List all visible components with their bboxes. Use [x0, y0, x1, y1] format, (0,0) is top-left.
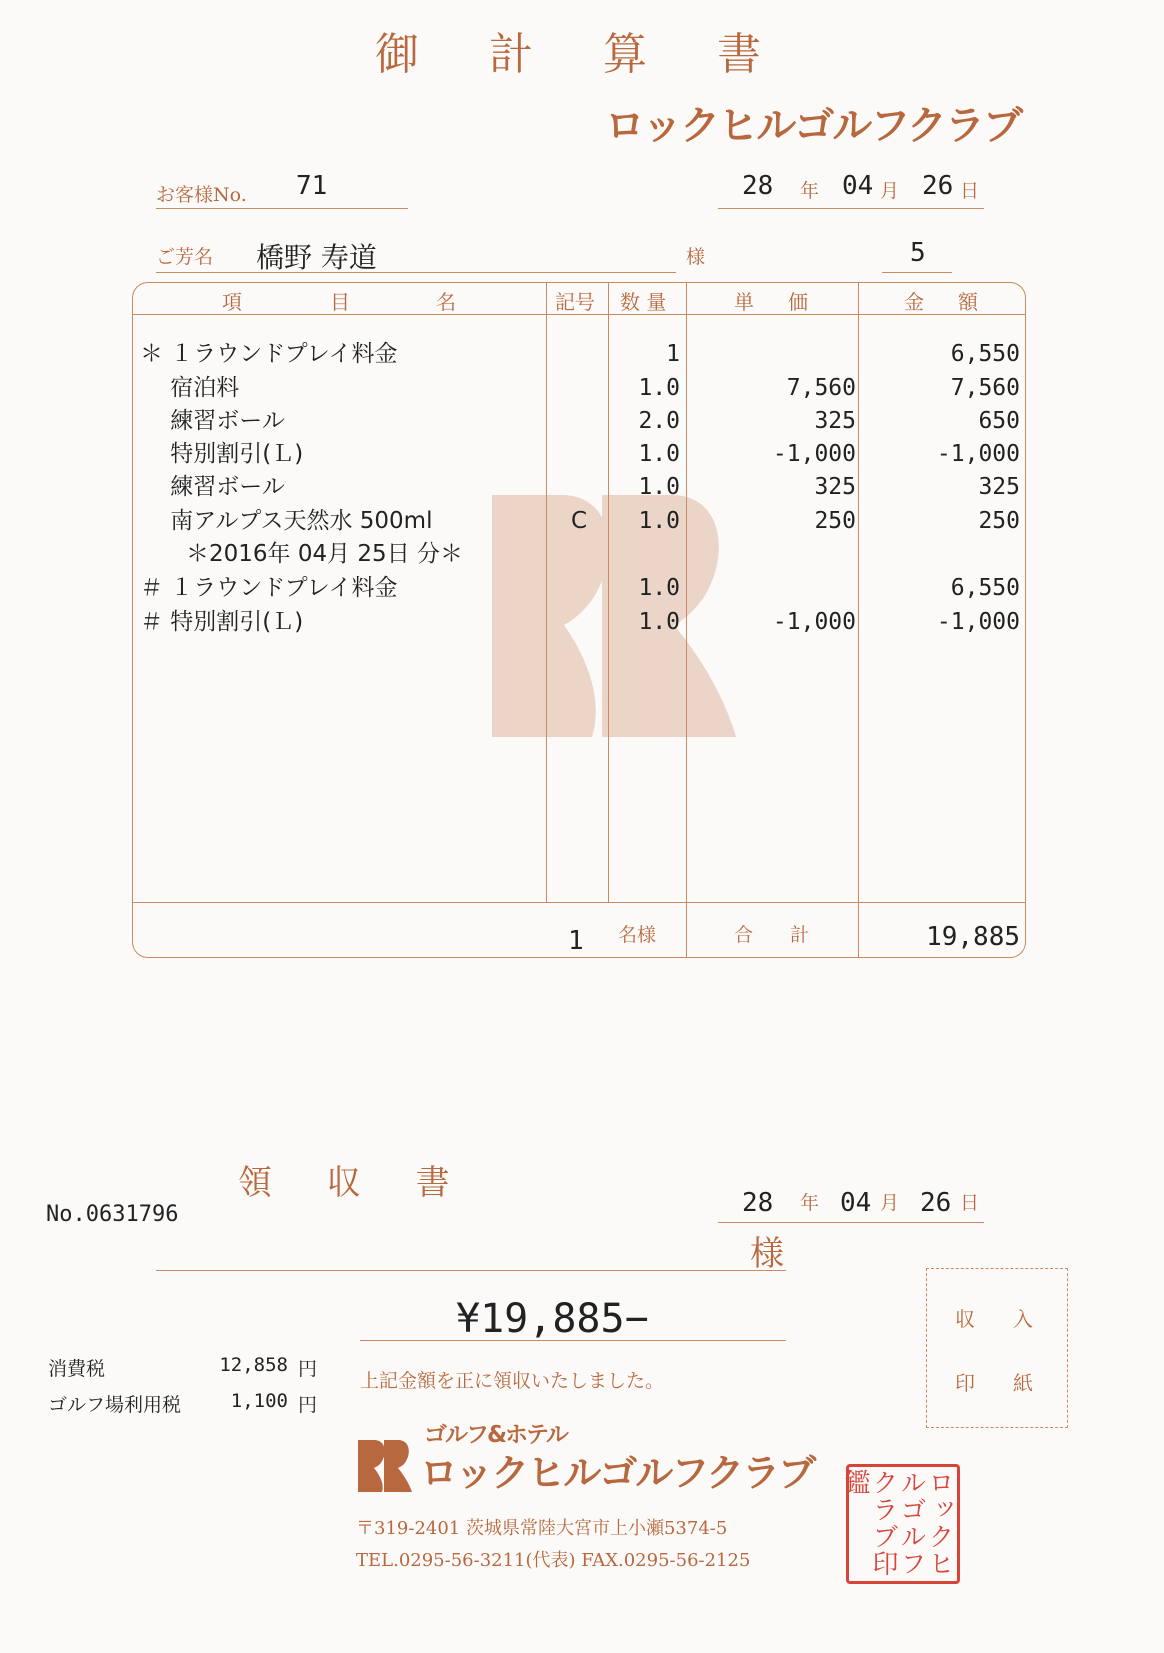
receipt-date-day: 26 [920, 1188, 952, 1218]
bill-date-month-unit: 月 [880, 180, 900, 202]
col-divider-amount [858, 282, 859, 958]
row-symbol [548, 538, 610, 570]
golf-tax-label: ゴルフ場利用税 [48, 1394, 182, 1416]
row-item: ＃ １ラウンドプレイ料金 [140, 575, 398, 601]
bill-date-month: 04 [842, 171, 874, 201]
row-amount: -1,000 [936, 609, 1020, 635]
receipt-date-year-unit: 年 [800, 1192, 820, 1214]
row-symbol: C [570, 508, 588, 534]
row-symbol [548, 372, 610, 404]
row-quantity: 1.0 [638, 441, 680, 467]
row-quantity: 2.0 [638, 408, 680, 434]
row-symbol [548, 338, 610, 370]
receipt-date-day-unit: 日 [960, 1192, 980, 1214]
issuer-phone: TEL.0295-56-3211(代表) FAX.0295-56-2125 [356, 1550, 751, 1571]
party-count-underline [882, 272, 952, 273]
golf-tax-value: 1,100 [230, 1390, 288, 1412]
row-symbol [548, 438, 610, 470]
row-amount: 6,550 [950, 575, 1020, 601]
header-item-3: 名 [436, 290, 456, 314]
bill-date-day-unit: 日 [960, 180, 980, 202]
bill-date-year-unit: 年 [800, 180, 820, 202]
row-unit-price: -1,000 [772, 441, 856, 467]
customer-no-underline [156, 208, 408, 209]
issuer-name: ロックヒルゴルフクラブ [420, 1451, 815, 1495]
row-unit-price: -1,000 [772, 609, 856, 635]
row-unit-price: 325 [814, 408, 856, 434]
party-count: 5 [910, 238, 926, 268]
row-unit-price: 7,560 [786, 375, 856, 401]
row-quantity: 1.0 [638, 575, 680, 601]
golf-tax-unit: 円 [298, 1394, 318, 1416]
header-item-2: 目 [330, 290, 350, 314]
row-amount: 7,560 [950, 375, 1020, 401]
header-item-1: 項 [222, 290, 242, 314]
people-label: 名様 [618, 924, 657, 946]
stamp-text-2: 入 [1013, 1307, 1033, 1331]
row-quantity: 1.0 [638, 508, 680, 534]
receipt-date-month-unit: 月 [880, 1192, 900, 1214]
row-amount: 650 [978, 408, 1020, 434]
customer-no-label: お客様No. [156, 184, 247, 206]
receipt-amount: ¥19,885− [456, 1296, 649, 1342]
receipt-amount-underline [360, 1340, 786, 1341]
bill-date-year: 28 [742, 171, 774, 201]
row-symbol [548, 572, 610, 604]
row-symbol [548, 606, 610, 638]
row-unit-price: 250 [814, 508, 856, 534]
row-item: 南アルプス天然水 500ml [140, 508, 433, 534]
row-amount: 325 [978, 474, 1020, 500]
row-unit-price [686, 338, 856, 370]
consumption-tax-label: 消費税 [48, 1358, 106, 1380]
header-amount-1: 金 [904, 290, 924, 314]
header-amount-2: 額 [958, 290, 978, 314]
bill-date-day: 26 [922, 171, 954, 201]
consumption-tax-unit: 円 [298, 1358, 318, 1380]
row-quantity: 1 [666, 341, 680, 367]
revenue-stamp-area [926, 1268, 1068, 1428]
customer-honorific: 様 [686, 246, 706, 268]
company-seal [840, 1464, 960, 1584]
row-item: 宿泊料 [140, 375, 240, 401]
header-unit-price-2: 価 [788, 290, 808, 314]
row-amount: -1,000 [936, 441, 1020, 467]
row-item: ＃ 特別割引(Ｌ) [140, 609, 304, 635]
row-amount: 6,550 [950, 341, 1020, 367]
total-label-2: 計 [790, 924, 810, 946]
row-quantity: 1.0 [638, 609, 680, 635]
document-title: 御 計 算 書 [375, 29, 789, 80]
row-unit-price [686, 572, 856, 604]
row-amount: 250 [978, 508, 1020, 534]
row-symbol [548, 471, 610, 503]
stamp-text-4: 紙 [1013, 1371, 1033, 1395]
total-label-1: 合 [734, 924, 754, 946]
stamp-text-1: 収 [955, 1307, 975, 1331]
issuer-subtitle: ゴルフ&ホテル [424, 1422, 567, 1448]
total-value: 19,885 [926, 922, 1020, 952]
bill-date-underline [718, 208, 984, 209]
row-quantity: 1.0 [638, 375, 680, 401]
row-symbol [548, 405, 610, 437]
row-item: 練習ボール [140, 408, 285, 434]
row-unit-price [686, 538, 856, 570]
row-item: 特別割引(Ｌ) [140, 441, 304, 467]
receipt-title: 領 収 書 [238, 1163, 472, 1203]
header-symbol: 記号 [555, 290, 595, 314]
issuer-address: 〒319-2401 茨城県常陸大宮市上小瀬5374-5 [356, 1518, 728, 1539]
receipt-date-year: 28 [742, 1188, 774, 1218]
row-amount [860, 538, 1020, 570]
row-quantity [608, 538, 680, 570]
row-item: ＊2016年 04月 25日 分＊ [140, 541, 463, 567]
receipt-statement: 上記金額を正に領収いたしました。 [360, 1370, 665, 1392]
consumption-tax-value: 12,858 [219, 1354, 288, 1376]
row-unit-price: 325 [814, 474, 856, 500]
receipt-date-underline [718, 1222, 984, 1223]
customer-no-value: 71 [296, 171, 328, 201]
seal-text: ロックヒルゴルフクラブ印鑑 [840, 1469, 954, 1577]
brand-logo-text: ロックヒルゴルフクラブ [605, 103, 1021, 149]
people-count: 1 [568, 926, 584, 956]
customer-name-underline [156, 272, 676, 273]
receipt-number: No.0631796 [46, 1202, 179, 1227]
receipt-date-month: 04 [840, 1188, 872, 1218]
stamp-text-3: 印 [955, 1371, 975, 1395]
customer-name-value: 橋野 寿道 [256, 241, 377, 274]
customer-name-label: ご芳名 [156, 246, 214, 268]
header-quantity: 数 量 [620, 290, 667, 314]
receipt-payee-underline [156, 1270, 786, 1271]
header-unit-price-1: 単 [734, 290, 754, 314]
issuer-logo-icon [358, 1440, 412, 1492]
row-item: 練習ボール [140, 474, 285, 500]
row-quantity: 1.0 [638, 474, 680, 500]
receipt-honorific: 様 [750, 1234, 784, 1274]
row-item: ＊ １ラウンドプレイ料金 [140, 341, 398, 367]
table-footer-divider [132, 902, 1026, 903]
